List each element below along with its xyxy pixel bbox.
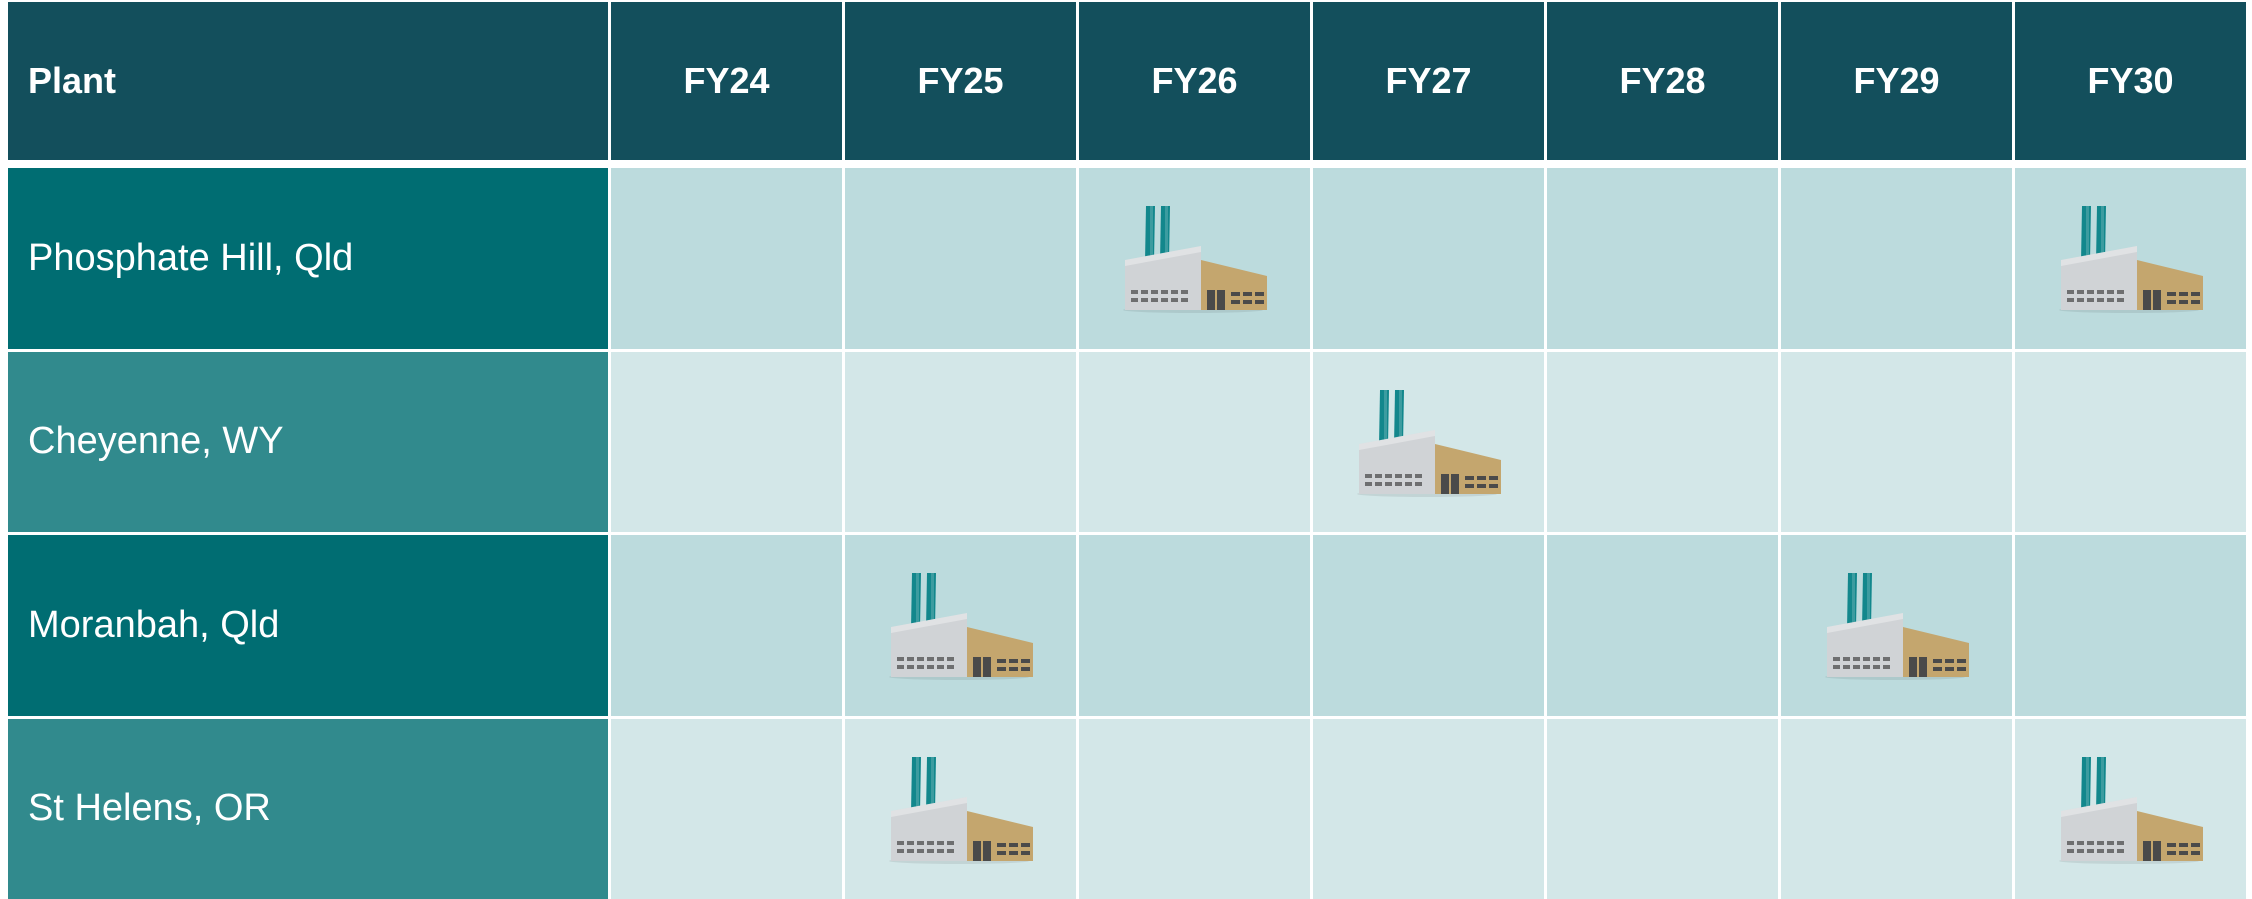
header-plant: Plant xyxy=(8,2,608,160)
year-cell-fy26 xyxy=(1079,719,1310,899)
plant-label: St Helens, OR xyxy=(8,719,608,899)
year-cell-fy28 xyxy=(1547,352,1778,533)
year-cell-fy24 xyxy=(611,719,842,899)
year-cell-fy25 xyxy=(845,352,1076,533)
factory-icon xyxy=(2057,202,2205,314)
factory-icon xyxy=(1355,386,1503,498)
plant-label: Cheyenne, WY xyxy=(8,352,608,533)
year-cell-fy26 xyxy=(1079,168,1310,349)
year-cell-fy30 xyxy=(2015,535,2246,716)
plant-label: Phosphate Hill, Qld xyxy=(8,168,608,349)
year-cell-fy30 xyxy=(2015,352,2246,533)
header-year-fy24: FY24 xyxy=(611,2,842,160)
year-cell-fy27 xyxy=(1313,535,1544,716)
year-cell-fy26 xyxy=(1079,535,1310,716)
year-cell-fy30 xyxy=(2015,719,2246,899)
factory-icon xyxy=(1121,202,1269,314)
year-cell-fy26 xyxy=(1079,352,1310,533)
header-year-fy26: FY26 xyxy=(1079,2,1310,160)
header-year-fy25: FY25 xyxy=(845,2,1076,160)
header-year-fy30: FY30 xyxy=(2015,2,2246,160)
factory-icon xyxy=(887,753,1035,865)
plant-label: Moranbah, Qld xyxy=(8,535,608,716)
year-cell-fy27 xyxy=(1313,719,1544,899)
year-cell-fy28 xyxy=(1547,719,1778,899)
year-cell-fy28 xyxy=(1547,535,1778,716)
header-year-fy29: FY29 xyxy=(1781,2,2012,160)
year-cell-fy28 xyxy=(1547,168,1778,349)
year-cell-fy27 xyxy=(1313,352,1544,533)
year-cell-fy24 xyxy=(611,352,842,533)
year-cell-fy29 xyxy=(1781,719,2012,899)
year-cell-fy29 xyxy=(1781,535,2012,716)
year-cell-fy25 xyxy=(845,168,1076,349)
year-cell-fy30 xyxy=(2015,168,2246,349)
header-year-fy27: FY27 xyxy=(1313,2,1544,160)
year-cell-fy24 xyxy=(611,535,842,716)
factory-icon xyxy=(887,569,1035,681)
factory-icon xyxy=(1823,569,1971,681)
year-cell-fy29 xyxy=(1781,352,2012,533)
year-cell-fy25 xyxy=(845,719,1076,899)
year-cell-fy29 xyxy=(1781,168,2012,349)
header-year-fy28: FY28 xyxy=(1547,2,1778,160)
factory-icon xyxy=(2057,753,2205,865)
year-cell-fy24 xyxy=(611,168,842,349)
year-cell-fy27 xyxy=(1313,168,1544,349)
year-cell-fy25 xyxy=(845,535,1076,716)
